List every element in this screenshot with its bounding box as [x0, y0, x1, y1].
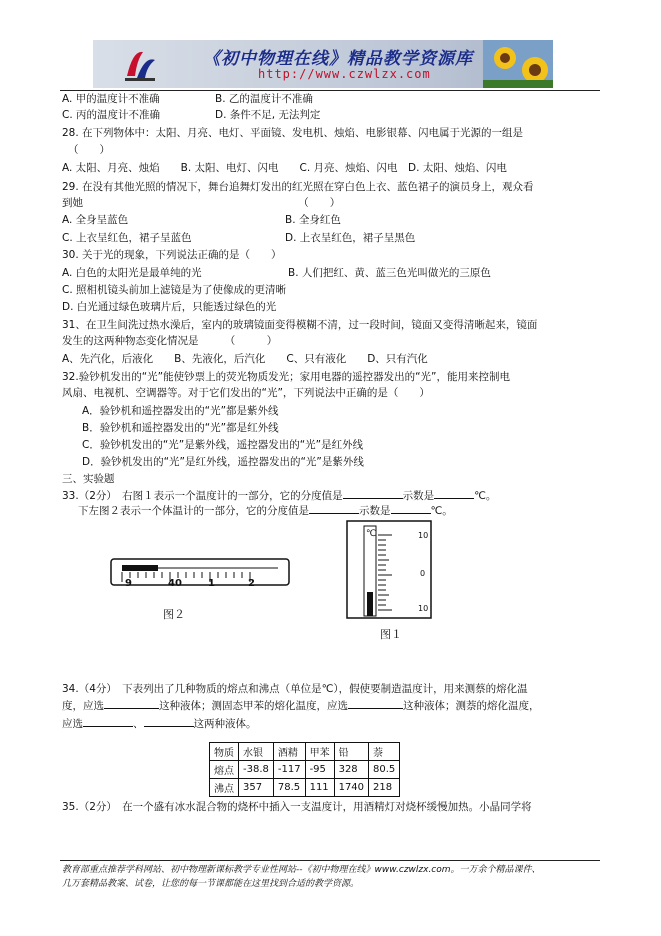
- table-cell: 218: [369, 779, 400, 797]
- table-row: [210, 779, 400, 797]
- table-cell: 78.5: [273, 779, 305, 797]
- question-29: 29. 在没有其他光照的情况下，舞台追舞灯发出的红光照在穿白色上衣、蓝色裙子的演员身上，观众看: [62, 181, 534, 193]
- fig1-label: 图１: [380, 628, 402, 641]
- question-33-text2: 示数是: [402, 490, 435, 502]
- fig2-label: 图２: [163, 608, 185, 621]
- question-30: 30. 关于光的现象，下列说法正确的是（ ）: [62, 249, 282, 261]
- header-banner: [93, 40, 553, 88]
- answer-blank[interactable]: [144, 715, 194, 727]
- question-34-sep: 、: [133, 718, 144, 730]
- question-33-text3: 下左图２表示一个体温计的一部分，它的分度值是: [78, 505, 309, 517]
- table-row: [210, 761, 400, 779]
- sunflower-icon: [483, 40, 553, 88]
- table-cell: 1740: [334, 779, 368, 797]
- option-27a: A. 甲的温度计不准确: [62, 93, 160, 105]
- site-logo-icon: [123, 46, 157, 82]
- melting-boiling-table: [209, 742, 400, 797]
- question-28-options: A. 太阳、月亮、烛焰 B. 太阳、电灯、闪电 C. 月亮、烛焰、闪电 D. 太阳、烛焰、闪电: [62, 162, 507, 174]
- table-header-cell: 萘: [369, 743, 400, 761]
- table-header-cell: 酒精: [273, 743, 305, 761]
- table-cell: -38.8: [239, 761, 274, 779]
- question-33-unit2: ℃。: [430, 505, 453, 517]
- question-33-unit: ℃。: [474, 490, 497, 502]
- answer-blank[interactable]: [83, 715, 133, 727]
- fig1-tick-top: 10: [418, 531, 429, 540]
- footer-rule: [60, 860, 600, 861]
- table-cell: -95: [305, 761, 334, 779]
- question-34-text3: 这种液体；测萘的熔化温度，: [403, 700, 540, 712]
- option-32d: D．验钞机发出的“光”是红外线，遥控器发出的“光”是紫外线: [82, 456, 364, 468]
- question-32-line2: 风扇、电视机、空调器等。对于它们发出的“光”，下列说法中正确的是（ ）: [62, 387, 430, 399]
- question-33-text4: 示数是: [359, 505, 391, 517]
- question-28: 28. 在下列物体中：太阳、月亮、电灯、平面镜、发电机、烛焰、电影银幕、闪电属于光源的一组是: [62, 127, 524, 139]
- question-33-text: 33.（2分） 右图１表示一个温度计的一部分，它的分度值是: [62, 490, 343, 502]
- answer-blank[interactable]: [391, 502, 431, 514]
- answer-blank[interactable]: [309, 502, 359, 514]
- option-30d: D. 白光通过绿色玻璃片后，只能透过绿色的光: [62, 301, 277, 313]
- option-27b: B. 乙的温度计不准确: [215, 93, 313, 105]
- fig2-tick-40: 40: [168, 578, 182, 589]
- question-29-line2: 到她 （ ）: [62, 197, 341, 209]
- option-29a: A. 全身呈蓝色: [62, 214, 129, 226]
- option-32b: B．验钞机和遥控器发出的“光”都是红外线: [82, 422, 279, 434]
- fig1-unit: ℃: [366, 529, 377, 539]
- answer-blank[interactable]: [104, 697, 159, 709]
- option-29b: B. 全身红色: [285, 214, 341, 226]
- option-29c: C. 上衣呈红色，裙子呈蓝色: [62, 232, 192, 244]
- table-cell: 357: [239, 779, 274, 797]
- option-32c: C．验钞机发出的“光”是紫外线，遥控器发出的“光”是红外线: [82, 439, 364, 451]
- table-cell: 111: [305, 779, 334, 797]
- option-27c: C. 丙的温度计不准确: [62, 109, 161, 121]
- question-33-line2: [78, 502, 453, 518]
- question-34-line2: [62, 697, 540, 713]
- question-31-options: A、先汽化，后液化 B、先液化，后汽化 C、只有液化 D、只有汽化: [62, 353, 428, 365]
- table-cell: 328: [334, 761, 368, 779]
- question-31: 31、在卫生间洗过热水澡后，室内的玻璃镜面变得模糊不清，过一段时间，镜面又变得清晰起来，镜面: [62, 319, 538, 331]
- question-35: 35.（2分） 在一个盛有冰水混合物的烧杯中插入一支温度计，用酒精灯对烧杯缓慢加热。小晶同学将: [62, 801, 532, 813]
- table-cell: 沸点: [210, 779, 239, 797]
- table-header-row: [210, 743, 400, 761]
- fig2-tick-9: 9: [125, 578, 132, 589]
- footer-line-1: 教育部重点推荐学科网站、初中物理新课标教学专业性网站--《初中物理在线》www.czwlzx.com。一万余个精品课件、: [62, 865, 541, 875]
- option-30c: C. 照相机镜头前加上滤镜是为了使像成的更清晰: [62, 284, 287, 296]
- question-34-text4: 应选: [62, 718, 83, 730]
- table-cell: 熔点: [210, 761, 239, 779]
- question-34-text2: 这种液体；测固态甲苯的熔化温度，应选: [159, 700, 348, 712]
- question-31-line2: 发生的这两种物态变化情况是 （ ）: [62, 335, 278, 347]
- fig1-tick-zero: 0: [420, 569, 426, 578]
- option-32a: A．验钞机和遥控器发出的“光”都是紫外线: [82, 405, 279, 417]
- table-header-cell: 水银: [239, 743, 274, 761]
- option-29d: D. 上衣呈红色，裙子呈黑色: [285, 232, 416, 244]
- answer-blank[interactable]: [434, 487, 474, 499]
- question-33: [62, 487, 496, 503]
- answer-blank[interactable]: [343, 487, 403, 499]
- fig2-tick-1: 1: [208, 578, 215, 589]
- question-34: 34.（4分） 下表列出了几种物质的熔点和沸点（单位是℃），假使要制造温度计，用来测蔡的熔化温: [62, 683, 528, 695]
- option-30b: B. 人们把红、黄、蓝三色光叫做光的三原色: [288, 267, 491, 279]
- banner-title: 《初中物理在线》精品教学资源库: [203, 49, 473, 69]
- option-30a: A. 白色的太阳光是最单纯的光: [62, 267, 202, 279]
- table-header-cell: 物质: [210, 743, 239, 761]
- header-rule: [60, 90, 600, 91]
- table-header-cell: 甲苯: [305, 743, 334, 761]
- table-cell: -117: [273, 761, 305, 779]
- question-34-line3: [62, 715, 257, 731]
- footer-line-2: 几万套精品教案、试卷，让您的每一节课都能在这里找到合适的教学资源。: [62, 879, 360, 889]
- section-experiments: 三、实验题: [62, 473, 115, 485]
- table-cell: 80.5: [369, 761, 400, 779]
- question-28-paren: （ ）: [68, 144, 110, 156]
- question-34-text5: 这两种液体。: [193, 718, 257, 730]
- fig1-tick-bottom: 10: [418, 604, 429, 613]
- option-27d: D. 条件不足, 无法判定: [215, 109, 321, 121]
- answer-blank[interactable]: [348, 697, 403, 709]
- question-34-text: 度，应选: [62, 700, 104, 712]
- question-32: 32.验钞机发出的“光”能使钞票上的荧光物质发光；家用电器的遥控器发出的“光”，能用来控制电: [62, 371, 510, 383]
- fig2-tick-2: 2: [248, 578, 255, 589]
- table-header-cell: 铅: [334, 743, 368, 761]
- banner-url[interactable]: http://www.czwlzx.com: [258, 67, 431, 81]
- fig2-clinical-thermometer: [110, 558, 290, 592]
